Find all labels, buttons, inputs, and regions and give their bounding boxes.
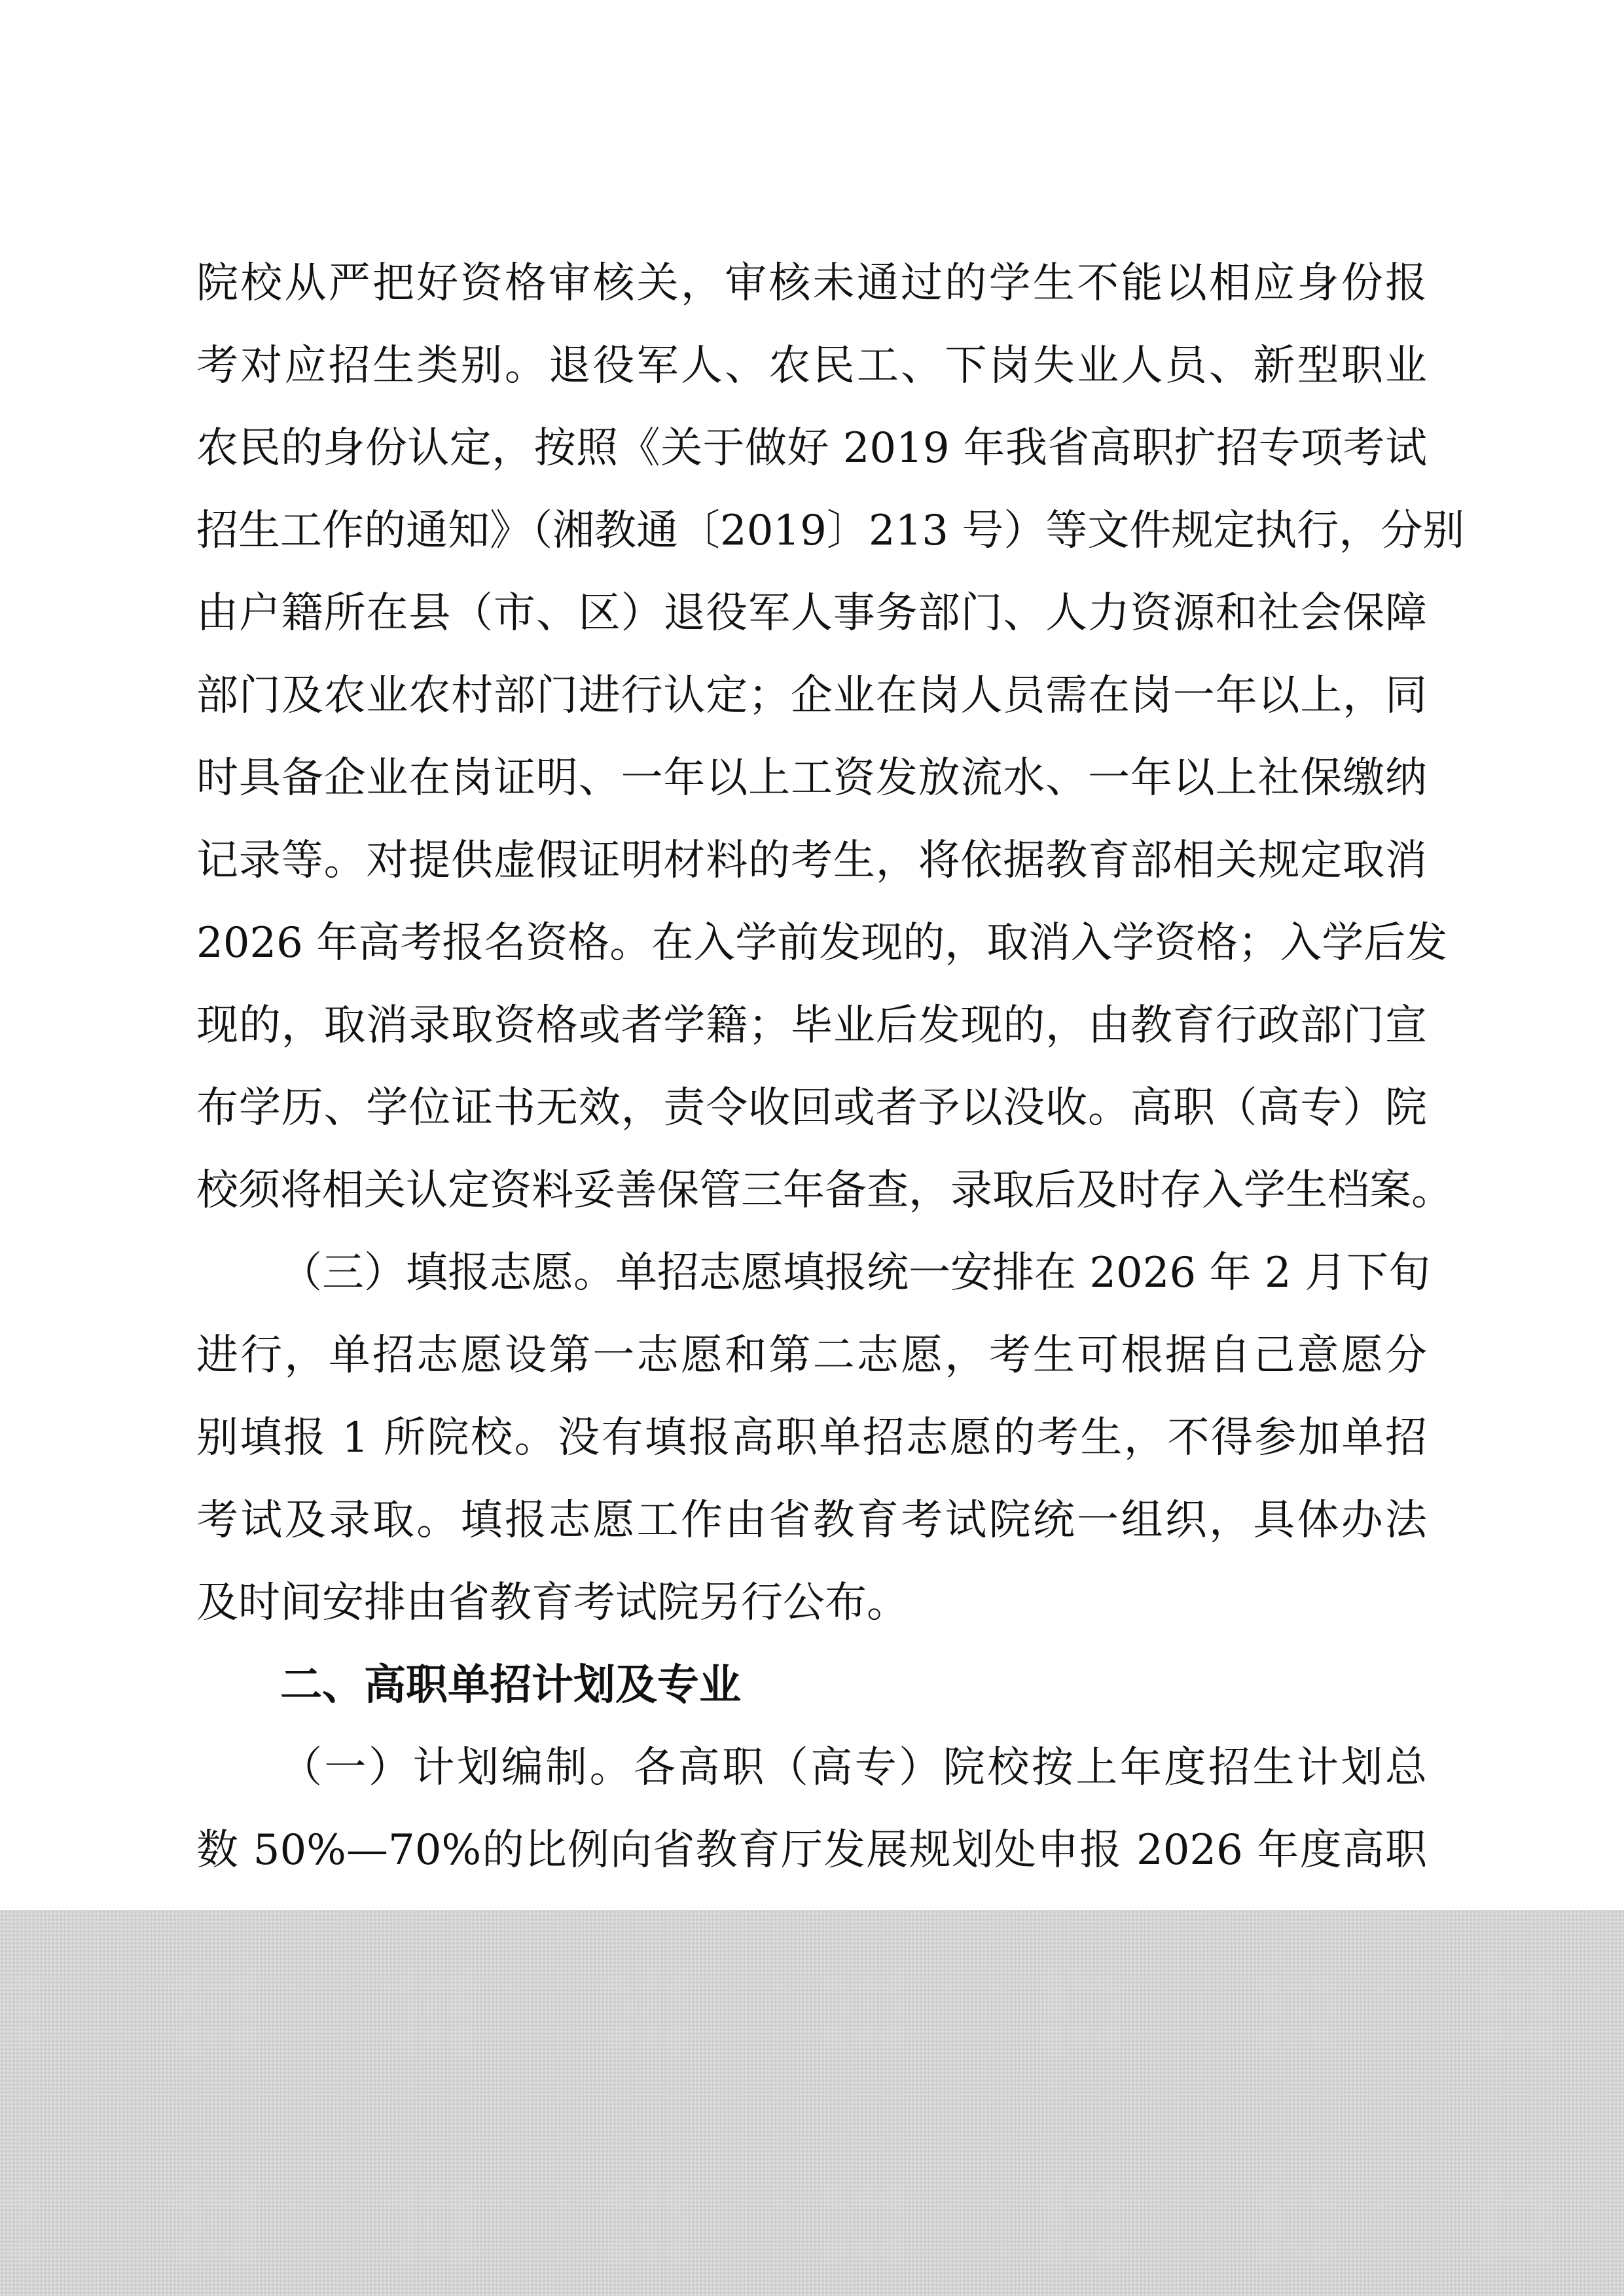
text-line: 考试及录取。填报志愿工作由省教育考试院统一组织，具体办法: [196, 1496, 1427, 1545]
paragraph-eligibility-review: [196, 242, 1465, 1232]
text-line: 及时间安排由省教育考试院另行公布。: [196, 1579, 909, 1627]
text-line: 招生工作的通知》（湘教通〔2019〕213 号）等文件规定执行，分别: [196, 507, 1465, 555]
text-line: （三）填报志愿。单招志愿填报统一安排在 2026 年 2 月下旬: [280, 1249, 1430, 1297]
bottom-gray-overlay: [0, 1910, 1624, 2296]
paragraph-application-preferences: [196, 1232, 1430, 1644]
text-line: 数 50%—70%的比例向省教育厅发展规划处申报 2026 年度高职: [196, 1826, 1427, 1874]
text-line: 院校从严把好资格审核关，审核未通过的学生不能以相应身份报: [196, 259, 1427, 308]
text-line: 记录等。对提供虚假证明材料的考生，将依据教育部相关规定取消: [196, 836, 1427, 885]
text-line: 农民的身份认定，按照《关于做好 2019 年我省高职扩招专项考试: [196, 424, 1427, 473]
text-line: 时具备企业在岗证明、一年以上工资发放流水、一年以上社保缴纳: [196, 754, 1427, 802]
text-line: 由户籍所在县（市、区）退役军人事务部门、人力资源和社会保障: [196, 589, 1427, 637]
text-line: 考对应招生类别。退役军人、农民工、下岗失业人员、新型职业: [196, 342, 1427, 390]
text-line: 2026 年高考报名资格。在入学前发现的，取消入学资格；入学后发: [196, 919, 1448, 967]
document-body: [196, 242, 1465, 1974]
text-line: 布学历、学位证书无效，责令收回或者予以没收。高职（高专）院: [196, 1084, 1427, 1132]
text-line: 部门及农业农村部门进行认定；企业在岗人员需在岗一年以上，同: [196, 672, 1427, 720]
text-line: 进行，单招志愿设第一志愿和第二志愿，考生可根据自己意愿分: [196, 1331, 1427, 1380]
text-line: 校须将相关认定资料妥善保管三年备查，录取后及时存入学生档案。: [196, 1166, 1453, 1215]
text-line: 别填报 1 所院校。没有填报高职单招志愿的考生，不得参加单招: [196, 1414, 1427, 1462]
text-line: （一）计划编制。各高职（高专）院校按上年度招生计划总: [280, 1744, 1427, 1792]
section-heading: 二、高职单招计划及专业: [280, 1661, 741, 1710]
text-line: 现的，取消录取资格或者学籍；毕业后发现的，由教育行政部门宣: [196, 1001, 1427, 1050]
